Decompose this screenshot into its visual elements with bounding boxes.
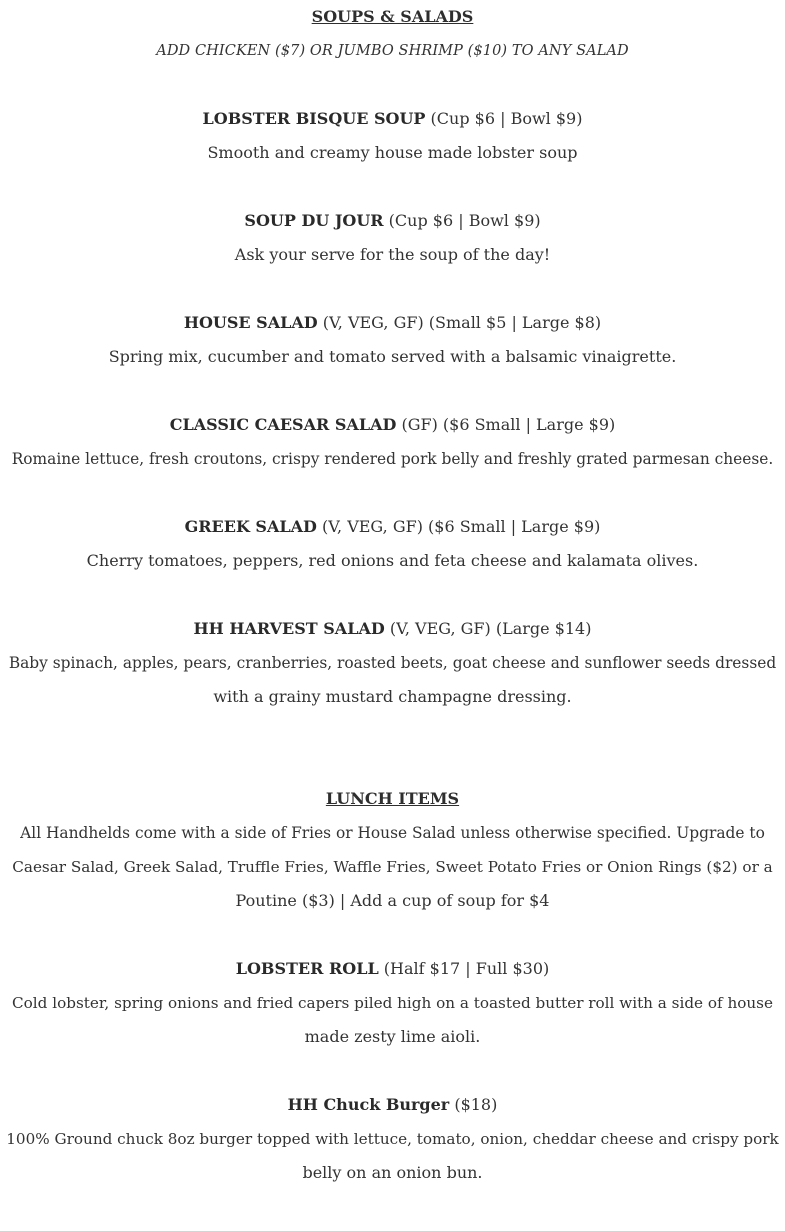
menu-item xyxy=(0,102,785,170)
lunch-intro-line: Caesar Salad, Greek Salad, Truffle Fries, Waffle Fries, Sweet Potato Fries or Onion Rings ($2) or a xyxy=(12,858,773,876)
item-price: (Half $17 | Full $30) xyxy=(378,959,550,978)
menu-item xyxy=(0,510,785,578)
salad-addon-note: ADD CHICKEN ($7) OR JUMBO SHRIMP ($10) TO ANY SALAD xyxy=(156,43,629,59)
section-heading-lunch-items: LUNCH ITEMS xyxy=(325,789,460,808)
item-price: (Cup $6 | Bowl $9) xyxy=(425,109,583,128)
section-heading-soups-salads: SOUPS & SALADS xyxy=(311,7,474,26)
item-description-line: Cold lobster, spring onions and fried capers piled high on a toasted butter roll with a side of house xyxy=(12,994,773,1012)
item-description: Spring mix, cucumber and tomato served with a balsamic vinaigrette. xyxy=(108,347,677,366)
item-description-line: made zesty lime aioli. xyxy=(304,1027,481,1046)
item-description: Smooth and creamy house made lobster soup xyxy=(207,143,578,162)
item-price: (V, VEG, GF) (Small $5 | Large $8) xyxy=(317,313,602,332)
item-name: CLASSIC CAESAR SALAD xyxy=(169,415,397,434)
menu-item xyxy=(0,204,785,272)
item-description-line: belly on an onion bun. xyxy=(302,1163,483,1182)
item-price: (GF) ($6 Small | Large $9) xyxy=(396,415,616,434)
lunch-intro-line: Poutine ($3) | Add a cup of soup for $4 xyxy=(235,891,550,910)
item-description-line: Baby spinach, apples, pears, cranberries, roasted beets, goat cheese and sunflower seeds dressed xyxy=(8,654,777,672)
item-name: HH Chuck Burger xyxy=(287,1095,450,1114)
item-name: LOBSTER BISQUE SOUP xyxy=(202,109,426,128)
item-description: Romaine lettuce, fresh croutons, crispy rendered pork belly and freshly grated parmesan cheese. xyxy=(11,450,774,468)
item-description-line: with a grainy mustard champagne dressing. xyxy=(213,687,572,706)
menu-item xyxy=(0,952,785,1054)
item-name: HOUSE SALAD xyxy=(183,313,318,332)
item-name: SOUP DU JOUR xyxy=(244,211,384,230)
item-name: LOBSTER ROLL xyxy=(235,959,379,978)
menu-item xyxy=(0,408,785,476)
item-price: ($18) xyxy=(449,1095,498,1114)
item-name: HH HARVEST SALAD xyxy=(193,619,385,638)
item-description-line: 100% Ground chuck 8oz burger topped with lettuce, tomato, onion, cheddar cheese and crispy pork xyxy=(6,1130,779,1148)
menu-item xyxy=(0,1088,785,1190)
item-description: Cherry tomatoes, peppers, red onions and feta cheese and kalamata olives. xyxy=(86,551,699,570)
menu-item xyxy=(0,306,785,374)
item-price: (V, VEG, GF) (Large $14) xyxy=(384,619,592,638)
menu-item xyxy=(0,612,785,714)
item-description: Ask your serve for the soup of the day! xyxy=(234,245,551,264)
lunch-intro-line: All Handhelds come with a side of Fries or House Salad unless otherwise specified. Upgrade to xyxy=(20,824,765,842)
item-price: (Cup $6 | Bowl $9) xyxy=(383,211,541,230)
item-name: GREEK SALAD xyxy=(184,517,317,536)
item-price: (V, VEG, GF) ($6 Small | Large $9) xyxy=(316,517,601,536)
